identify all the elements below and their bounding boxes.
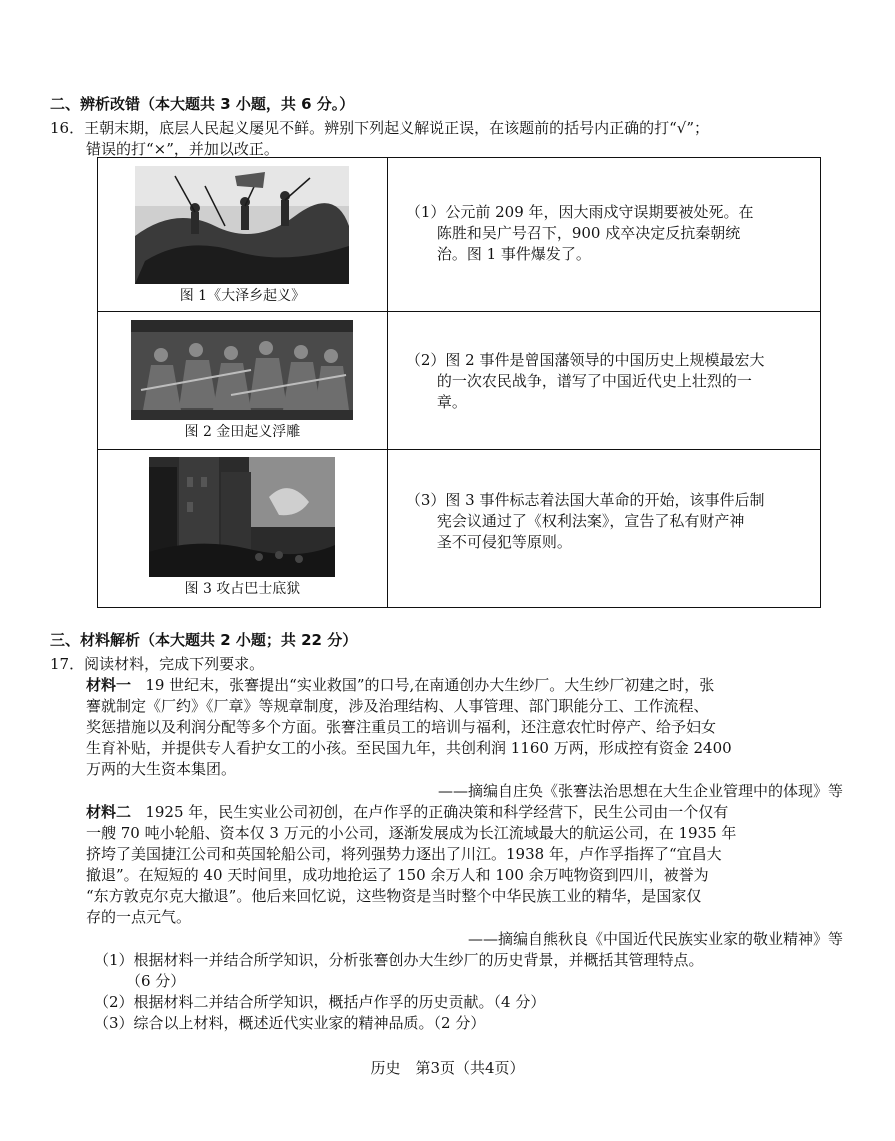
material2-label: 材料二: [86, 803, 132, 821]
dazexiang-uprising-image: [135, 166, 349, 284]
material1-line-2: 謇就制定《厂约》《厂章》等规章制度，涉及治理结构、人事管理、部门职能分工、工作流程、: [86, 697, 709, 715]
q17-question-1-score: （6 分）: [126, 972, 186, 990]
material2-line-5: “东方敦克尔克大撤退”。他后来回忆说，这些物资是当时整个中华民族工业的精华，是国家仅: [86, 887, 702, 905]
q17-question-1: （1）根据材料一并结合所学知识，分析张謇创办大生纱厂的历史背景，并概括其管理特点。: [94, 951, 704, 969]
q17-question-3: （3）综合以上材料，概述近代实业家的精神品质。（2 分）: [94, 1014, 486, 1032]
q16-image-cell-3: [98, 450, 388, 608]
q16-image-cell-1: [98, 158, 388, 312]
material1-label: 材料一: [86, 676, 132, 694]
material2-line-4: 撤退”。在短短的 40 天时间里，成功地抢运了 150 余万人和 100 余万吨物资到四川，被誉为: [86, 866, 709, 884]
q16-text-cell-3: [387, 450, 820, 608]
material2-source: ——摘编自熊秋良《中国近代民族实业家的敬业精神》等: [467, 930, 843, 948]
q16-caption-3: 图 3 攻占巴士底狱: [184, 581, 301, 597]
material2-line-6: 存的一点元气。: [86, 908, 192, 926]
material1-line-3: 奖惩措施以及利润分配等多个方面。张謇注重员工的培训与福利，还注意农忙时停产、给予妇女: [86, 718, 717, 736]
q16-statement-1-line-2: 陈胜和吴广号召下，900 戍卒决定反抗秦朝统: [436, 224, 741, 242]
q16-statement-2-line-1: （2）图 2 事件是曾国藩领导的中国历史上规模最宏大: [405, 351, 765, 369]
q17-prompt: 17．阅读材料，完成下列要求。: [50, 655, 265, 673]
q16-statement-1: [388, 202, 820, 265]
q16-table: [97, 157, 821, 608]
q16-statement-2-line-3: 章。: [436, 393, 467, 411]
bastille-storming-image: [149, 457, 335, 577]
section2-heading: 二、辨析改错（本大题共 3 小题，共 6 分。）: [50, 95, 355, 113]
q17-questions: [94, 950, 704, 1034]
page-footer: 历史 第3页（共4页）: [370, 1059, 525, 1077]
q16-statement-1-line-3: 治。图 1 事件爆发了。: [436, 245, 591, 263]
material1-source: ——摘编自庄奂《张謇法治思想在大生企业管理中的体现》等: [437, 782, 843, 800]
material1-line-1: 19 世纪末，张謇提出“实业救国”的口号,在南通创办大生纱厂。大生纱厂初建之时，张: [145, 676, 715, 694]
q16-text-cell-1: [387, 158, 820, 312]
q16-statement-1-line-1: （1）公元前 209 年，因大雨戍守误期要被处死。在: [405, 203, 754, 221]
material2-line-1: 1925 年，民生实业公司初创，在卢作孚的正确决策和科学经营下，民生公司由一个仅有: [145, 803, 729, 821]
q16-statement-3-line-2: 宪会议通过了《权利法案》，宣告了私有财产神: [436, 512, 745, 530]
material1: [86, 675, 732, 780]
section3-heading: 三、材料解析（本大题共 2 小题；共 22 分）: [50, 631, 358, 649]
q16-prompt-line1: 16．王朝末期，底层人民起义屡见不鲜。辨别下列起义解说正误，在该题前的括号内正确的打“√”；: [50, 119, 709, 137]
q17-question-2: （2）根据材料二并结合所学知识，概括卢作孚的历史贡献。（4 分）: [94, 993, 546, 1011]
q16-image-cell-2: [98, 312, 388, 450]
material2: [86, 802, 736, 928]
q16-caption-2: 图 2 金田起义浮雕: [184, 424, 301, 440]
q16-statement-2-line-2: 的一次农民战争，谱写了中国近代史上壮烈的一: [436, 372, 752, 390]
material1-line-5: 万两的大生资本集团。: [86, 760, 237, 778]
q16-statement-3-line-1: （3）图 3 事件标志着法国大革命的开始，该事件后制: [405, 491, 765, 509]
q16-statement-2: [388, 350, 820, 413]
jintian-relief-image: [131, 320, 353, 420]
q16-caption-1: 图 1《大泽乡起义》: [179, 288, 306, 304]
material2-line-2: 一艘 70 吨小轮船、资本仅 3 万元的小公司，逐渐发展成为长江流域最大的航运公司，在 1935 年: [86, 824, 737, 842]
material1-line-4: 生育补贴，并提供专人看护女工的小孩。至民国九年，共创利润 1160 万两，形成控有资金 2400: [86, 739, 732, 757]
q16-row-3: [98, 450, 821, 608]
material2-line-3: 挤垮了美国捷江公司和英国轮船公司，将列强势力逐出了川江。1938 年，卢作孚指挥了“宜昌大: [86, 845, 722, 863]
q16-row-1: [98, 158, 821, 312]
q16-text-cell-2: [387, 312, 820, 450]
q16-prompt-line2: 错误的打“×”，并加以改正。: [86, 140, 279, 158]
q16-row-2: [98, 312, 821, 450]
q16-statement-3: [388, 490, 820, 553]
q16-statement-3-line-3: 圣不可侵犯等原则。: [436, 533, 572, 551]
